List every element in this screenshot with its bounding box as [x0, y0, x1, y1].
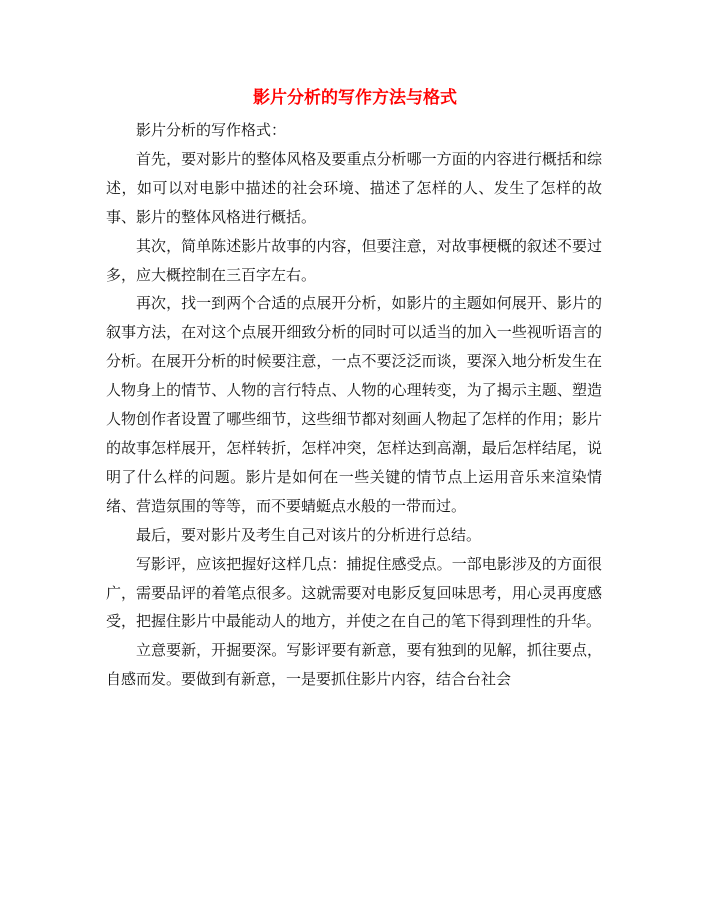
paragraph-second: 其次，简单陈述影片故事的内容，但要注意，对故事梗概的叙述不要过多，应大概控制在三百字左右。	[106, 236, 602, 284]
paragraph-third: 再次，找一到两个合适的点展开分析，如影片的主题如何展开、影片的叙事方法，在对这个点展开细致分析的同时可以适当的加入一些视听语言的分析。在展开分析的时候要注意，一点不要泛泛而谈，要深入地分析发生在人物身上的情节、人物的言行特点、人物的心理转变，为了揭示主题、塑造人物创作者设置了哪些细节，这些细节都对刻画人物起了怎样的作用；影片的故事怎样展开，怎样转折，怎样冲突，怎样达到高潮，最后怎样结尾，说明了什么样的问题。影片是如何在一些关键的情节点上运用音乐来渲染情绪、营造氛围的等等，而不要蜻蜓点水般的一带而过。	[106, 294, 602, 515]
paragraph-new-ideas: 立意要新，开掘要深。写影评要有新意，要有独到的见解，抓往要点，自感而发。要做到有新意，一是要抓住影片内容，结合台社会	[106, 641, 602, 689]
paragraph-first: 首先，要对影片的整体风格及要重点分析哪一方面的内容进行概括和综述，如可以对电影中描述的社会环境、描述了怎样的人、发生了怎样的故事、影片的整体风格进行概括。	[106, 149, 602, 226]
document-body	[106, 116, 602, 694]
paragraph-last: 最后，要对影片及考生自己对该片的分析进行总结。	[136, 525, 482, 544]
document-title: 影片分析的写作方法与格式	[253, 88, 457, 108]
paragraph-review-tips: 写影评，应该把握好这样几点：捕捉住感受点。一部电影涉及的方面很广，需要品评的着笔点很多。这就需要对电影反复回味思考，用心灵再度感受，把握住影片中最能动人的地方，并使之在自己的笔下得到理性的升华。	[106, 554, 602, 631]
paragraph-format-heading: 影片分析的写作格式：	[136, 121, 287, 139]
